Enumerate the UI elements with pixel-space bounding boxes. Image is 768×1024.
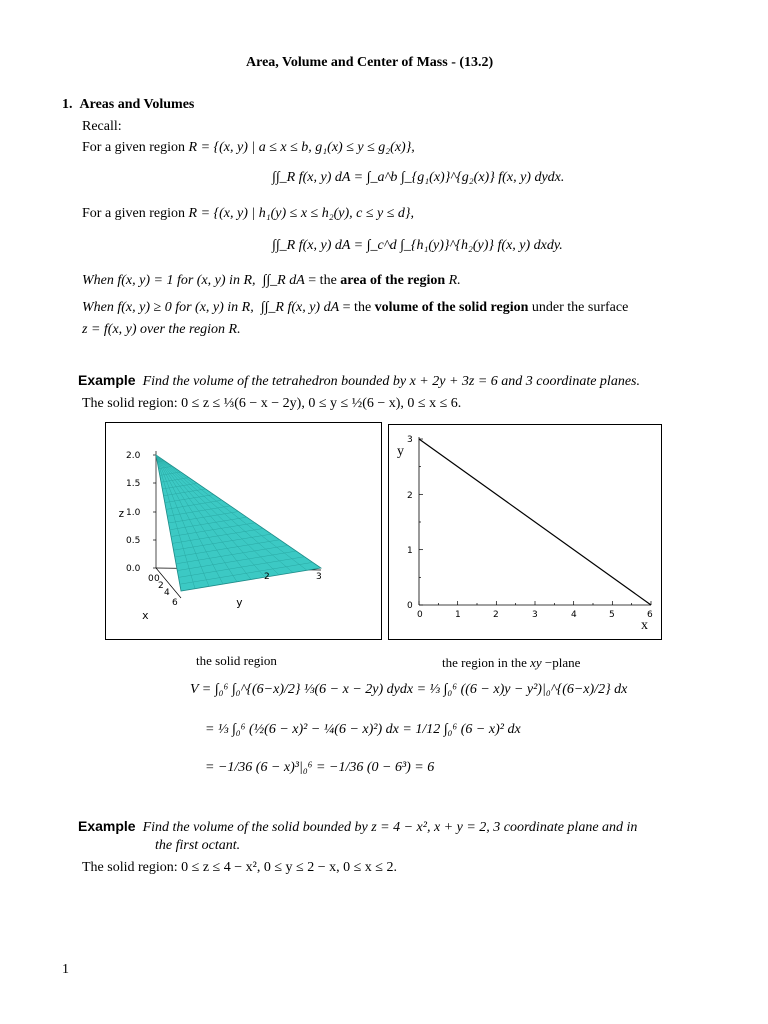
x-tick-label: 6: [647, 610, 653, 620]
y-tick-label: 3: [316, 572, 322, 582]
section-heading: 1. Areas and Volumes: [62, 97, 195, 112]
plot-3d-solid-region: [105, 422, 382, 640]
volume-integral: ∫∫_R f(x, y) dA: [260, 300, 340, 315]
x-tick-label: 2: [493, 610, 499, 620]
volume-calc-line1: V = ∫₀⁶ ∫₀^{(6−x)/2} ⅓(6 − x − 2y) dydx = ⅓ ∫₀⁶ ((6 − x)y − y²)|₀^{(6−x)/2} dx: [190, 682, 628, 697]
example2-text2: the first octant.: [155, 838, 241, 853]
y-tick-label: 0: [407, 601, 413, 611]
section-title: Areas and Volumes: [79, 97, 195, 112]
z-axis-label: z: [118, 507, 125, 520]
section-number: 1: [62, 97, 69, 112]
y-axis-label: y: [236, 596, 243, 609]
x-axis-label: x: [641, 618, 648, 633]
caption-xy-prefix: the region in the: [442, 655, 527, 670]
example2-label: Example: [78, 818, 136, 834]
x-tick-label: 3: [532, 610, 538, 620]
area-prefix: When f(x, y) = 1 for (x, y) in R,: [82, 273, 256, 288]
page-number: 1: [62, 962, 69, 977]
example2-solid-region: The solid region: 0 ≤ z ≤ 4 − x², 0 ≤ y ≤ 2 − x, 0 ≤ x ≤ 2.: [82, 860, 397, 875]
caption-xy-region: [442, 655, 580, 671]
area-bold: area of the region: [340, 273, 446, 288]
example2-text1: Find the volume of the solid bounded by z = 4 − x², x + y = 2, 3 coordinate plane and in: [142, 820, 638, 835]
volume-suffix: under the surface: [531, 300, 629, 315]
region2-definition: [82, 206, 414, 222]
area-eq: = the: [308, 273, 337, 288]
region1-set: R = {(x, y) | a ≤ x ≤ b, g₁(x) ≤ y ≤ g₂(x)},: [188, 140, 415, 155]
y-tick-label: 2: [407, 491, 413, 501]
area-suffix: R.: [448, 273, 461, 288]
example2: [78, 818, 637, 836]
x-tick-label: 4: [164, 588, 170, 598]
x-tick-label: 1: [455, 610, 461, 620]
region1-intro: For a given region: [82, 140, 186, 155]
z-tick-label: 2.0: [126, 451, 141, 461]
caption-xy-suffix: −plane: [544, 655, 581, 670]
example1: [78, 372, 640, 390]
volume-statement: [82, 300, 628, 316]
example1-solid-region: The solid region: 0 ≤ z ≤ ⅓(6 − x − 2y), 0 ≤ y ≤ ½(6 − x), 0 ≤ x ≤ 6.: [82, 396, 462, 411]
volume-calc-line2: = ⅓ ∫₀⁶ (½(6 − x)² − ¼(6 − x)²) dx = 1/12 ∫₀⁶ (6 − x)² dx: [205, 722, 521, 737]
caption-solid-region: the solid region: [196, 653, 277, 668]
region2-integral: ∫∫_R f(x, y) dA = ∫_c^d ∫_{h₁(y)}^{h₂(y)} f(x, y) dxdy.: [272, 238, 563, 253]
x-tick-label: 4: [571, 610, 577, 620]
x-tick-label: 0: [154, 574, 160, 584]
volume-statement-line2: z = f(x, y) over the region R.: [82, 322, 241, 337]
area-statement: [82, 273, 461, 289]
plot-2d-svg: [389, 425, 661, 639]
x-tick-label: 2: [158, 581, 164, 591]
x-tick-label: 0: [417, 610, 423, 620]
y-tick-label: 2: [264, 572, 270, 582]
z-tick-label: 0.0: [126, 564, 141, 574]
x-tick-label: 5: [609, 610, 615, 620]
volume-bold: volume of the solid region: [374, 300, 529, 315]
z-tick-label: 1.0: [126, 508, 141, 518]
z-tick-label: 1.5: [126, 479, 141, 489]
region2-intro: For a given region: [82, 206, 186, 221]
area-integral: ∫∫_R dA: [262, 273, 305, 288]
region-boundary-line: [419, 439, 651, 605]
region1-integral: ∫∫_R f(x, y) dA = ∫_a^b ∫_{g₁(x)}^{g₂(x)} f(x, y) dydx.: [272, 170, 565, 185]
plot-3d-svg: [106, 423, 381, 639]
y-axis-label: y: [397, 444, 404, 459]
tetrahedron-surface: [156, 455, 321, 591]
x-axis-label: x: [142, 609, 149, 622]
caption-xy-italic: xy: [530, 655, 542, 670]
volume-prefix: When f(x, y) ≥ 0 for (x, y) in R,: [82, 300, 254, 315]
x-tick-label: 6: [172, 598, 178, 608]
volume-eq: = the: [342, 300, 372, 315]
plot-2d-xy-region: [388, 424, 662, 640]
z-tick-label: 0.5: [126, 536, 141, 546]
region2-set: R = {(x, y) | h₁(y) ≤ x ≤ h₂(y), c ≤ y ≤ d},: [188, 206, 415, 221]
example1-text: Find the volume of the tetrahedron bounded by x + 2y + 3z = 6 and 3 coordinate planes.: [142, 374, 640, 389]
y-tick-label: 1: [407, 546, 413, 556]
example1-label: Example: [78, 372, 136, 388]
y-tick-label: 3: [407, 435, 413, 445]
region1-definition: [82, 140, 415, 156]
x-tick-label: 0: [148, 574, 154, 584]
recall-label: Recall:: [82, 119, 122, 134]
volume-calc-line3: = −1/36 (6 − x)³|₀⁶ = −1/36 (0 − 6³) = 6: [205, 760, 435, 775]
page-title: Area, Volume and Center of Mass - (13.2): [246, 55, 494, 70]
